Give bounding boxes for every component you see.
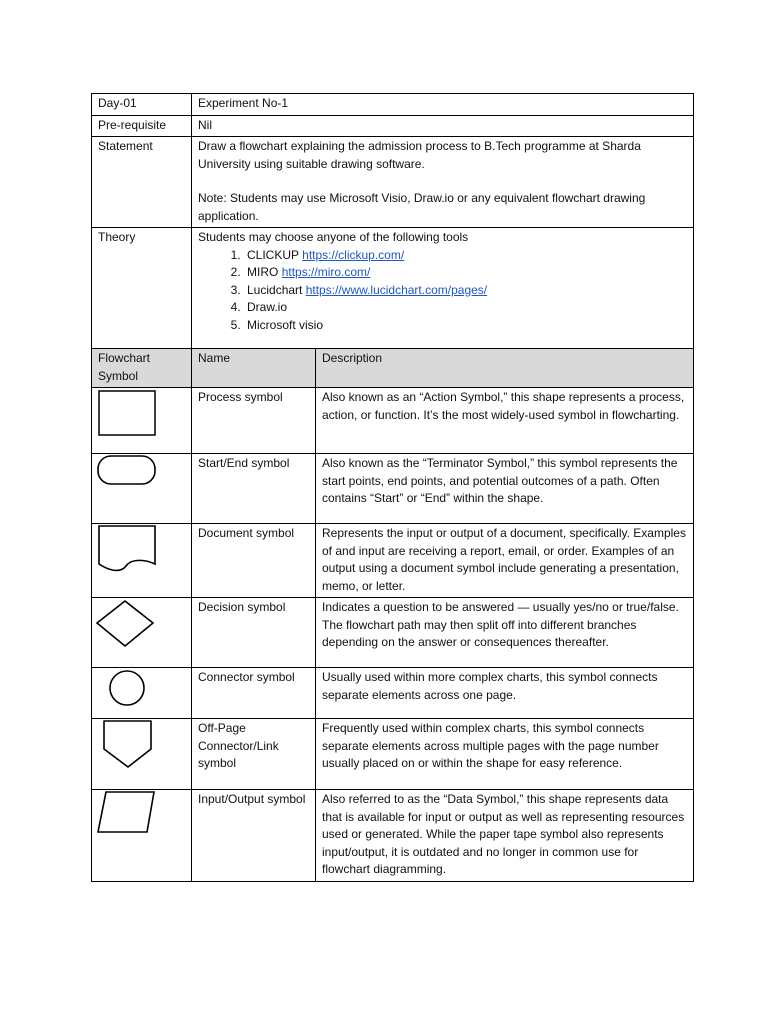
statement-note: Note: Students may use Microsoft Visio, Draw.io or any equivalent flowchart drawing application. <box>198 191 646 223</box>
decision-icon <box>92 598 192 667</box>
list-item: 2. MIRO https://miro.com/ <box>244 264 688 282</box>
theory-intro: Students may choose anyone of the following tools <box>198 230 469 244</box>
day-label: Day-01 <box>92 94 192 116</box>
document-icon <box>92 524 192 593</box>
symbol-name: Process symbol <box>192 388 316 454</box>
table-row <box>92 598 694 668</box>
theory-label: Theory <box>92 228 192 349</box>
prereq-label: Pre-requisite <box>92 115 192 137</box>
statement-text: Draw a flowchart explaining the admission process to B.Tech programme at Sharda University using suitable drawing software. <box>198 139 641 171</box>
header-description: Description <box>316 349 694 388</box>
statement-cell <box>192 137 694 228</box>
symbol-description: Represents the input or output of a document, specifically. Examples of and input are receiving a report, email, or order. Examples of an output using a document symbol include generating a presentation, memo, or letter. <box>316 524 694 598</box>
table-row <box>92 388 694 454</box>
symbol-name: Start/End symbol <box>192 454 316 524</box>
process-icon <box>92 388 192 453</box>
symbol-cell <box>92 668 192 719</box>
symbol-cell <box>92 388 192 454</box>
symbol-cell <box>92 524 192 598</box>
miro-link[interactable]: https://miro.com/ <box>281 265 371 279</box>
connector-icon <box>92 668 192 718</box>
header-symbol: Flowchart Symbol <box>92 349 192 388</box>
day-row <box>92 94 694 116</box>
theory-cell <box>192 228 694 349</box>
symbol-description: Usually used within more complex charts, this symbol connects separate elements across one page. <box>316 668 694 719</box>
table-row <box>92 454 694 524</box>
prereq-value: Nil <box>192 115 694 137</box>
list-item: 4. Draw.io <box>244 299 688 317</box>
symbol-description: Also referred to as the “Data Symbol,” this shape represents data that is available for input or output as well as representing resources used or generated. While the paper tape symbol also represents input/output, it is outdated and no longer in common use for flowchart diagramming. <box>316 790 694 882</box>
statement-label: Statement <box>92 137 192 228</box>
symbol-description: Indicates a question to be answered — usually yes/no or true/false. The flowchart path may then split off into different branches depending on the answer or consequences thereafter. <box>316 598 694 668</box>
list-item: 3. Lucidchart https://www.lucidchart.com/pages/ <box>244 282 688 300</box>
experiment-document <box>91 93 694 882</box>
lucidchart-link[interactable]: https://www.lucidchart.com/pages/ <box>305 282 488 297</box>
terminator-icon <box>92 454 192 523</box>
symbol-cell <box>92 598 192 668</box>
table-row <box>92 524 694 598</box>
symbol-name: Decision symbol <box>192 598 316 668</box>
input-output-icon <box>92 790 192 876</box>
symbol-description: Frequently used within complex charts, this symbol connects separate elements across multiple pages with the page number usually placed on or within the shape for easy reference. <box>316 719 694 790</box>
symbol-cell <box>92 454 192 524</box>
symbol-name: Off-Page Connector/Link symbol <box>192 719 316 790</box>
symbol-cell <box>92 719 192 790</box>
list-item: 1. CLICKUP https://clickup.com/ <box>244 247 688 265</box>
symbol-name: Connector symbol <box>192 668 316 719</box>
experiment-table <box>91 93 694 882</box>
clickup-link[interactable]: https://clickup.com/ <box>302 247 405 262</box>
table-row <box>92 790 694 882</box>
symbol-cell <box>92 790 192 882</box>
symbol-name: Document symbol <box>192 524 316 598</box>
theory-row <box>92 228 694 349</box>
tools-list <box>198 247 688 335</box>
off-page-connector-icon <box>92 719 192 789</box>
symbol-description: Also known as the “Terminator Symbol,” this symbol represents the start points, end points, and potential outcomes of a path. Often contains “Start” or “End” within the shape. <box>316 454 694 524</box>
prereq-row <box>92 115 694 137</box>
list-item: 5. Microsoft visio <box>244 317 688 335</box>
table-row <box>92 668 694 719</box>
experiment-number: Experiment No-1 <box>192 94 694 116</box>
symbol-description: Also known as an “Action Symbol,” this shape represents a process, action, or function. It’s the most widely-used symbol in flowcharting. <box>316 388 694 454</box>
statement-row <box>92 137 694 228</box>
table-row <box>92 719 694 790</box>
symbol-table-header <box>92 349 694 388</box>
symbol-name: Input/Output symbol <box>192 790 316 882</box>
header-name: Name <box>192 349 316 388</box>
